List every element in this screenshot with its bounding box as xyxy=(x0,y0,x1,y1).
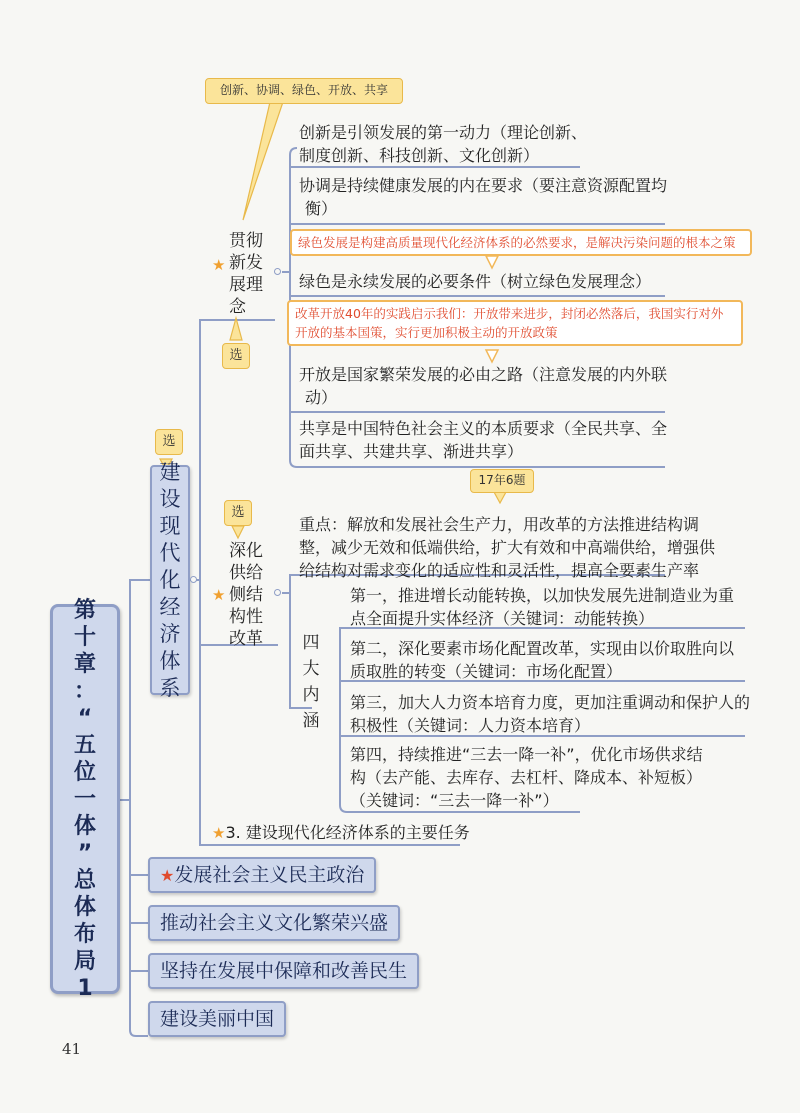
label-char: 第 xyxy=(73,597,96,623)
label-char: ： xyxy=(73,678,96,704)
concept-coordination: 协调是持续健康发展的内在要求（要注意资源配置均 衡） xyxy=(299,176,668,218)
concept-innovation: 创新是引领发展的第一动力（理论创新、 制度创新、科技创新、文化创新） xyxy=(299,123,588,165)
label-char: “ xyxy=(77,705,93,731)
label-char: 总 xyxy=(73,867,96,893)
label-char: 体 xyxy=(73,894,96,920)
star-icon: ★ xyxy=(160,866,175,885)
reform-point-3: 第三，加大人力资本培育力度，更加注重调动和保护人的 积极性（关键词：人力资本培育） xyxy=(350,693,751,735)
label-char: 建 xyxy=(159,459,181,484)
label-char: 涵 xyxy=(302,711,320,731)
label-char: 化 xyxy=(159,567,181,592)
four-connotations-label[interactable] xyxy=(299,630,323,734)
label-char: 构性 xyxy=(229,607,263,627)
label-char: 1 xyxy=(77,975,93,1001)
sub-main-tasks[interactable]: ★3. 建设现代化经济体系的主要任务 xyxy=(212,823,470,842)
select-tag: 选 xyxy=(222,343,250,369)
sub-new-development-concept[interactable] xyxy=(229,230,279,318)
label-char: 改革 xyxy=(229,629,263,649)
select-tag: 选 xyxy=(224,500,252,526)
label-char: 四 xyxy=(302,633,320,653)
note-green: 绿色发展是构建高质量现代化经济体系的必然要求，是解决污染问题的根本之策 xyxy=(290,229,752,256)
label-char: 济 xyxy=(159,621,181,646)
concept-sharing: 共享是中国特色社会主义的本质要求（全民共享、全 面共享、共建共享、渐进共享） xyxy=(299,419,668,461)
page-number: 41 xyxy=(62,1040,82,1058)
star-icon: ★ xyxy=(212,824,226,842)
branch-modern-economy[interactable] xyxy=(150,459,190,700)
concept-opening: 开放是国家繁荣发展的必由之路（注意发展的内外联 动） xyxy=(299,365,668,407)
reform-point-2: 第二，深化要素市场化配置改革，实现由以价取胜向以 质取胜的转变（关键词：市场化配置） xyxy=(350,639,735,681)
label-char: 现 xyxy=(159,513,181,538)
concept-green: 绿色是永续发展的必要条件（树立绿色发展理念） xyxy=(299,272,652,291)
label-char: 局 xyxy=(73,948,96,974)
branch-culture[interactable]: 推动社会主义文化繁荣兴盛 xyxy=(148,905,400,941)
label-char: 贯彻 xyxy=(229,231,263,251)
label-char: 供给 xyxy=(229,563,263,583)
collapse-circle-icon[interactable] xyxy=(274,589,281,596)
note-opening: 改革开放40年的实践启示我们：开放带来进步，封闭必然落后，我国实行对外开放的基本国策，实行更加积极主动的开放政策 xyxy=(287,300,743,346)
callout-five-concepts: 创新、协调、绿色、开放、共享 xyxy=(205,78,403,104)
label-char: 一 xyxy=(73,786,96,812)
label-char: 十 xyxy=(73,624,96,650)
reform-point-1: 第一，推进增长动能转换，以加快发展先进制造业为重 点全面提升实体经济（关键词：动能转换） xyxy=(350,586,735,628)
label-char: 体 xyxy=(159,648,181,673)
reform-focus: 重点：解放和发展社会生产力，用改革的方法推进结构调 整，减少无效和低端供给，扩大有效和中高端供给，增强供 给结构对需求变化的适应性和灵活性，提高全要素生产率 xyxy=(299,515,716,580)
collapse-circle-icon[interactable] xyxy=(274,268,281,275)
label-char: 侧结 xyxy=(229,585,263,605)
label-char: 经 xyxy=(159,594,181,619)
star-icon: ★ xyxy=(212,586,226,604)
star-icon: ★ xyxy=(212,256,226,274)
exam-tag: 17年6题 xyxy=(470,469,534,493)
label-char: 章 xyxy=(73,651,96,677)
label-char: 深化 xyxy=(229,541,263,561)
label-char: 大 xyxy=(302,659,320,679)
select-tag: 选 xyxy=(155,429,183,455)
label-char: 念 xyxy=(229,297,246,317)
branch-democracy[interactable]: ★发展社会主义民主政治 xyxy=(148,857,376,893)
label-char: 展理 xyxy=(229,275,263,295)
sub-supply-side-reform[interactable] xyxy=(229,540,279,650)
label-char: 系 xyxy=(159,675,181,700)
chapter-root-node[interactable] xyxy=(50,597,120,1001)
reform-point-4: 第四，持续推进“三去一降一补”，优化市场供求结 构（去产能、去库存、去杠杆、降成本、补短板） （关键词：“三去一降一补”） xyxy=(350,745,703,810)
label-char: 五 xyxy=(73,732,96,758)
label-char: 布 xyxy=(73,921,96,947)
label-char: 新发 xyxy=(229,253,263,273)
label-char: ” xyxy=(77,840,93,866)
label-char: 设 xyxy=(159,486,181,511)
label-char: 体 xyxy=(73,813,96,839)
branch-livelihood[interactable]: 坚持在发展中保障和改善民生 xyxy=(148,953,419,989)
label-char: 代 xyxy=(159,540,181,565)
label-char: 位 xyxy=(73,759,96,785)
label-char: 内 xyxy=(302,685,320,705)
collapse-circle-icon[interactable] xyxy=(190,576,197,583)
branch-beautiful-china[interactable]: 建设美丽中国 xyxy=(148,1001,286,1037)
